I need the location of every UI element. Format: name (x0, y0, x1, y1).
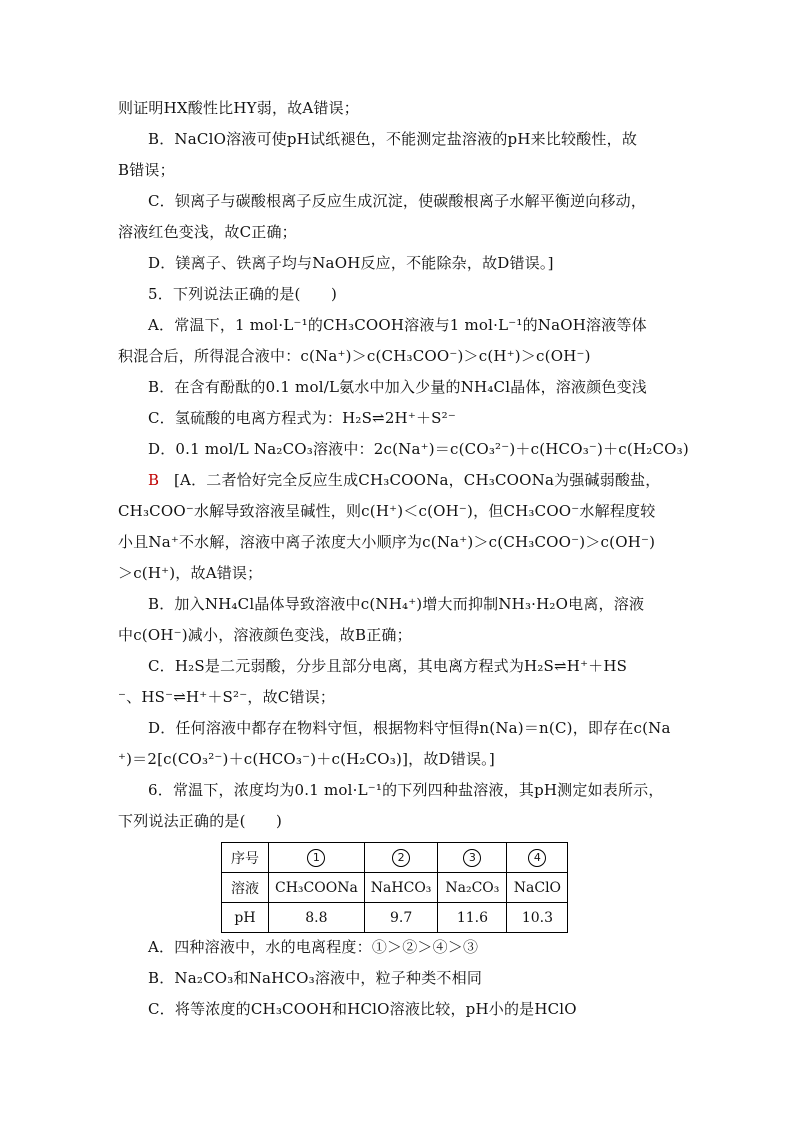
circled-number: 4 (528, 849, 546, 867)
option-d: D．0.1 mol/L Na₂CO₃溶液中：2c(Na⁺)＝c(CO₃²⁻)＋c(HCO₃⁻)＋c(H₂CO₃) (148, 440, 689, 458)
circled-number: 1 (307, 849, 325, 867)
answer-text: [A．二者恰好完全反应生成CH₃COONa，CH₃COONa为强碱弱酸盐， (174, 471, 661, 489)
text-line: 中c(OH⁻)减小，溶液颜色变浅，故B正确； (118, 626, 412, 644)
table-cell: 8.8 (269, 903, 365, 933)
option-c: C．氢硫酸的电离方程式为：H₂S⇌2H⁺＋S²⁻ (148, 409, 456, 427)
option-a: A．常温下，1 mol·L⁻¹的CH₃COOH溶液与1 mol·L⁻¹的NaOH溶液等体 (148, 316, 647, 334)
table-cell (507, 843, 568, 873)
text-line: B．NaClO溶液可使pH试纸褪色，不能测定盐溶液的pH来比较酸性，故 (148, 130, 638, 148)
text-line: 下列说法正确的是( ) (118, 812, 283, 830)
question-6-stem: 6．常温下，浓度均为0.1 mol·L⁻¹的下列四种盐溶液，其pH测定如表所示， (148, 781, 664, 799)
circled-number: 3 (463, 849, 481, 867)
text-line: ＞c(H⁺)，故A错误； (118, 564, 263, 582)
row-header: pH (222, 903, 269, 933)
option-b: B．在含有酚酞的0.1 mol/L氨水中加入少量的NH₄Cl晶体，溶液颜色变浅 (148, 378, 648, 396)
table-cell: NaClO (507, 873, 568, 903)
circled-number: 2 (392, 849, 410, 867)
answer-label: B (148, 471, 160, 489)
text-line: ⁻、HS⁻⇌H⁺＋S²⁻，故C错误； (118, 688, 336, 706)
table-cell (269, 843, 365, 873)
table-cell: CH₃COONa (269, 873, 365, 903)
option-c: C．将等浓度的CH₃COOH和HClO溶液比较，pH小的是HClO (148, 1000, 577, 1018)
question-5-stem: 5．下列说法正确的是( ) (148, 285, 338, 303)
table-row (222, 903, 568, 933)
text-line: 小且Na⁺不水解，溶液中离子浓度大小顺序为c(Na⁺)＞c(CH₃COO⁻)＞c(OH⁻) (118, 533, 656, 551)
text-line: 积混合后，所得混合液中：c(Na⁺)＞c(CH₃COO⁻)＞c(H⁺)＞c(OH⁻) (118, 347, 591, 365)
option-b: B．Na₂CO₃和NaHCO₃溶液中，粒子种类不相同 (148, 969, 483, 987)
text-line: D．镁离子、铁离子均与NaOH反应，不能除杂，故D错误。] (148, 254, 554, 272)
text-line: C．钡离子与碳酸根离子反应生成沉淀，使碳酸根离子水解平衡逆向移动， (148, 192, 647, 210)
text-line: ⁺)＝2[c(CO₃²⁻)＋c(HCO₃⁻)＋c(H₂CO₃)]，故D错误。] (118, 750, 495, 768)
text-line: C．H₂S是二元弱酸，分步且部分电离，其电离方程式为H₂S⇌H⁺＋HS (148, 657, 628, 675)
table-cell: 9.7 (364, 903, 438, 933)
text-line: B．加入NH₄Cl晶体导致溶液中c(NH₄⁺)增大而抑制NH₃·H₂O电离，溶液 (148, 595, 645, 613)
table-cell (364, 843, 438, 873)
option-a: A．四种溶液中，水的电离程度：①＞②＞④＞③ (148, 938, 479, 956)
answer-line (148, 469, 678, 495)
text-line: CH₃COO⁻水解导致溶液呈碱性，则c(H⁺)＜c(OH⁻)，但CH₃COO⁻水解程度较 (118, 502, 656, 520)
row-header: 溶液 (222, 873, 269, 903)
table-cell: 10.3 (507, 903, 568, 933)
text-line: 则证明HX酸性比HY弱，故A错误； (118, 99, 359, 117)
table-row (222, 843, 568, 873)
salt-ph-table (221, 842, 568, 933)
table-row (222, 873, 568, 903)
table-cell (438, 843, 507, 873)
table-cell: Na₂CO₃ (438, 873, 507, 903)
row-header: 序号 (222, 843, 269, 873)
text-line: 溶液红色变浅，故C正确； (118, 223, 297, 241)
table-cell: NaHCO₃ (364, 873, 438, 903)
text-line: D．任何溶液中都存在物料守恒，根据物料守恒得n(Na)＝n(C)，即存在c(Na (148, 719, 671, 737)
text-line: B错误； (118, 161, 175, 179)
table-cell: 11.6 (438, 903, 507, 933)
